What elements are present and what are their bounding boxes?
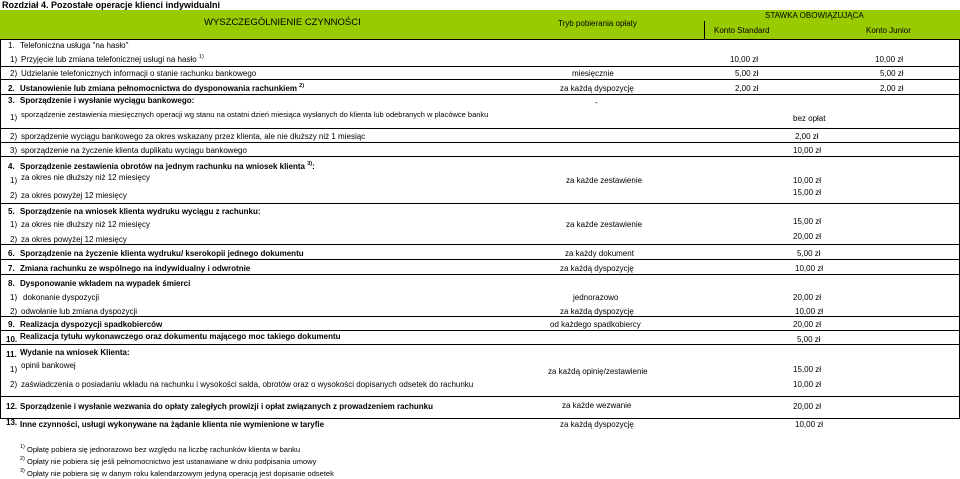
row-text: Udzielanie telefonicznych informacji o stanie rachunku bankowego bbox=[21, 69, 257, 78]
value-junior: 5,00 zł bbox=[880, 69, 904, 78]
row-text: sporządzenie wyciągu bankowego za okres wskazany przez klienta, ale nie dłuższy niż 1 miesiąc bbox=[21, 132, 366, 141]
subrow-number: 3) bbox=[10, 146, 18, 155]
header-junior: Konto Junior bbox=[866, 26, 911, 35]
row-text: sporządzenie zestawienia miesięcznych operacji wg stanu na ostatni dzień miesiąca wysłanych do klienta lub odebranych w placówce banku bbox=[21, 110, 489, 119]
grid-line bbox=[0, 274, 960, 275]
row-text: Przyjęcie lub zmiana telefonicznej usługi na hasło $^{1)}$ bbox=[21, 54, 204, 64]
grid-line bbox=[0, 156, 960, 157]
row-text: za okres powyżej 12 miesięcy bbox=[21, 235, 127, 244]
row-number: 11. bbox=[6, 350, 17, 359]
row-number: 10. bbox=[6, 335, 18, 344]
row-mode: za każdą dyspozycję bbox=[560, 420, 634, 429]
row-mode: za każde zestawienie bbox=[566, 220, 643, 229]
value-shared: 10,00 zł bbox=[793, 176, 822, 185]
value-standard: 10,00 zł bbox=[730, 55, 759, 64]
row-mode: od każdego spadkobiercy bbox=[550, 320, 641, 329]
row-title: Sporządzenie zestawienia obrotów na jednym rachunku na wniosek klienta $^{3)}$: bbox=[20, 161, 315, 171]
subrow-number: 2) bbox=[10, 380, 18, 389]
subrow-number: 2) bbox=[10, 69, 18, 78]
row-number: 6. bbox=[8, 249, 15, 258]
row-text: sporządzenie na życzenie klienta duplikatu wyciągu bankowego bbox=[21, 146, 247, 155]
grid-line bbox=[0, 39, 1, 419]
value-shared: 10,00 zł bbox=[793, 146, 822, 155]
row-title: Sporządzenie na życzenie klienta wydruku/ kserokopii jednego dokumentu bbox=[20, 249, 304, 258]
grid-line bbox=[0, 344, 960, 345]
row-number: 9. bbox=[8, 320, 15, 329]
subrow-number: 1) bbox=[10, 176, 18, 185]
row-mode: za każdy dokument bbox=[565, 249, 634, 258]
value-junior: 10,00 zł bbox=[875, 55, 904, 64]
grid-line bbox=[0, 79, 960, 80]
grid-line bbox=[0, 66, 960, 67]
grid-line bbox=[0, 396, 960, 397]
row-number: 5. bbox=[8, 207, 15, 216]
value-shared: 15,00 zł bbox=[793, 217, 822, 226]
value-shared: 10,00 zł bbox=[795, 420, 824, 429]
value-standard: 2,00 zł bbox=[735, 84, 759, 93]
value-shared: 10,00 zł bbox=[793, 380, 822, 389]
row-number: 13. bbox=[6, 418, 18, 427]
row-mode: za każdą dyspozycję bbox=[560, 264, 634, 273]
row-number: 4. bbox=[8, 162, 15, 171]
row-mode: za każdą opinię/zestawienie bbox=[548, 367, 648, 376]
grid-line bbox=[0, 244, 960, 245]
subrow-number: 2) bbox=[10, 132, 18, 141]
row-title: Dysponowanie wkładem na wypadek śmierci bbox=[20, 279, 191, 288]
value-shared: 20,00 zł bbox=[793, 402, 822, 411]
grid-line bbox=[0, 330, 960, 331]
grid-line bbox=[0, 39, 960, 40]
row-mode: jednorazowo bbox=[573, 293, 619, 302]
grid-line bbox=[0, 94, 960, 95]
row-title: Realizacja tytułu wykonawczego oraz dokumentu mającego moc takiego dokumentu bbox=[20, 332, 341, 341]
row-text: za okres powyżej 12 miesięcy bbox=[21, 191, 127, 200]
row-mode: za każde wezwanie bbox=[562, 401, 632, 410]
grid-line bbox=[0, 142, 960, 143]
row-text: za okres nie dłuższy niż 12 miesięcy bbox=[21, 220, 150, 229]
subrow-number: 1) bbox=[10, 293, 18, 302]
row-title: Sporządzenie i wysłanie wezwania do opłaty zaległych prowizji i opłat związanych z prowadzeniem rachunku bbox=[20, 402, 433, 411]
subrow-number: 1) bbox=[10, 365, 18, 374]
row-title: Realizacja dyspozycji spadkobierców bbox=[20, 320, 163, 329]
subrow-number: 2) bbox=[10, 191, 18, 200]
value-shared: 15,00 zł bbox=[793, 188, 822, 197]
row-number: 7. bbox=[8, 264, 15, 273]
value-shared: 20,00 zł bbox=[793, 293, 822, 302]
subrow-number: 1) bbox=[10, 220, 18, 229]
grid-line bbox=[0, 316, 960, 317]
header-mode: Tryb pobierania opłaty bbox=[558, 19, 637, 28]
page-title: Rozdział 4. Pozostałe operacje klienci indywidualni bbox=[2, 0, 221, 10]
row-mode: - bbox=[595, 98, 598, 107]
row-mode: za każde zestawienie bbox=[566, 176, 643, 185]
value-shared: 20,00 zł bbox=[793, 232, 822, 241]
grid-line bbox=[704, 21, 705, 39]
row-title: Ustanowienie lub zmiana pełnomocnictwa do dysponowania rachunkiem $^{2)}$ bbox=[20, 83, 305, 93]
row-text: dokonanie dyspozycji bbox=[23, 293, 100, 302]
row-number: 1. bbox=[8, 41, 15, 50]
value-shared: 20,00 zł bbox=[793, 320, 822, 329]
value-shared: 10,00 zł bbox=[795, 307, 824, 316]
header-standard: Konto Standard bbox=[714, 26, 770, 35]
grid-line bbox=[0, 259, 960, 260]
subrow-number: 2) bbox=[10, 235, 18, 244]
grid-line bbox=[0, 128, 960, 129]
row-title: Sporządzenie i wysłanie wyciągu bankowego: bbox=[20, 96, 195, 105]
value-shared: 10,00 zł bbox=[795, 264, 824, 273]
row-title: Inne czynności, usługi wykonywane na żądanie klienta nie wymienione w taryfie bbox=[20, 420, 325, 429]
footnote: $^{2)}$ Opłaty nie pobiera się jeśli pełnomocnictwo jest ustanawiane w dniu podpisania umowy bbox=[20, 456, 317, 466]
row-title: Wydanie na wniosek Klienta: bbox=[20, 348, 130, 357]
row-number: 12. bbox=[6, 402, 18, 411]
header-rate: STAWKA OBOWIĄZUJĄCA bbox=[765, 11, 864, 20]
value-shared: 5,00 zł bbox=[797, 335, 821, 344]
grid-line bbox=[0, 203, 960, 204]
grid-line bbox=[0, 418, 960, 419]
subrow-number: 1) bbox=[10, 55, 18, 64]
value-standard: 5,00 zł bbox=[735, 69, 759, 78]
value-junior: 2,00 zł bbox=[880, 84, 904, 93]
row-text: za okres nie dłuższy niż 12 miesięcy bbox=[21, 173, 150, 182]
row-number: 8. bbox=[8, 279, 15, 288]
value-shared: bez opłat bbox=[793, 114, 826, 123]
footnote: $^{3)}$ Opłaty nie pobiera się w danym roku kalendarzowym jedyną operacją jest dopisanie odsetek bbox=[20, 468, 334, 478]
footnote: $^{1)}$ Opłatę pobiera się jednorazowo bez względu na liczbę rachunków klienta w banku bbox=[20, 444, 301, 454]
value-shared: 5,00 zł bbox=[797, 249, 821, 258]
row-mode: za każdą dyspozycję bbox=[560, 84, 634, 93]
value-shared: 15,00 zł bbox=[793, 365, 822, 374]
row-mode: miesięcznie bbox=[572, 69, 614, 78]
value-shared: 2,00 zł bbox=[795, 132, 819, 141]
subrow-number: 2) bbox=[10, 307, 18, 316]
header-services: WYSZCZEGÓLNIENIE CZYNNOŚCI bbox=[204, 17, 361, 28]
row-number: 2. bbox=[8, 84, 15, 93]
row-number: 3. bbox=[8, 96, 15, 105]
row-title: Zmiana rachunku ze wspólnego na indywidualny i odwrotnie bbox=[20, 264, 251, 273]
subrow-number: 1) bbox=[10, 113, 18, 122]
row-mode: za każdą dyspozycję bbox=[560, 307, 634, 316]
row-title: Telefoniczna usługa "na hasło" bbox=[20, 41, 129, 50]
row-text: zaświadczenia o posiadaniu wkładu na rachunku i wysokości salda, obrotów oraz o wysokości dopisanych odsetek do rachunku bbox=[21, 380, 474, 389]
row-title: Sporządzenie na wniosek klienta wydruku wyciągu z rachunku: bbox=[20, 207, 261, 216]
row-text: opinii bankowej bbox=[21, 361, 76, 370]
row-text: odwołanie lub zmiana dyspozycji bbox=[21, 307, 138, 316]
